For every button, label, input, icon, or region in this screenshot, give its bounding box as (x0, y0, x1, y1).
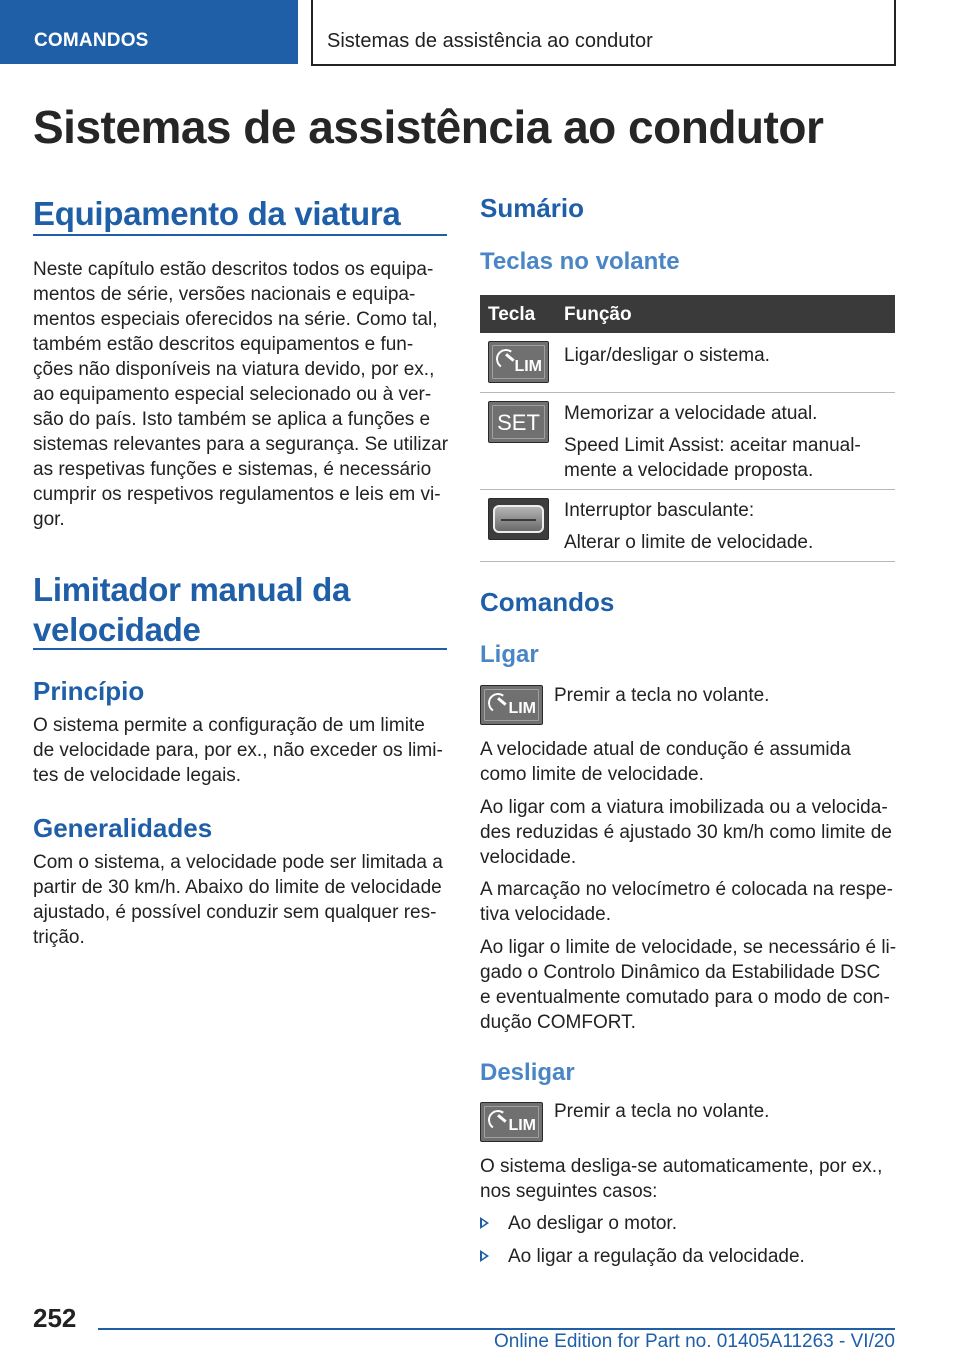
principle-paragraph (33, 713, 453, 788)
limiter-heading-line: Limitador manual da (33, 571, 351, 608)
lim-label: LIM (508, 700, 536, 717)
function-cell (564, 401, 861, 483)
text-line: como limite de velocidade. (480, 764, 704, 785)
text-line: sistemas relevantes para a segurança. Se utilizar (33, 434, 449, 455)
text-line: trição. (33, 927, 85, 948)
text-line: A velocidade atual de condução é assumida (480, 739, 851, 760)
page-number: 252 (33, 1303, 77, 1333)
limiter-heading (33, 570, 350, 650)
list-item (480, 1211, 900, 1236)
text-line: gado o Controlo Dinâmico da Estabilidade DSC (480, 962, 881, 983)
bullet-triangle-icon (480, 1250, 489, 1262)
lim-button-icon (480, 1102, 543, 1142)
off-key-instruction: Premir a tecla no volante. (554, 1101, 770, 1122)
text-line: de velocidade para, por ex., não exceder os limi- (33, 740, 443, 761)
chapter-tab (0, 0, 298, 64)
text-line: são do país. Isto também se aplica a funções e (33, 409, 431, 430)
on-heading: Ligar (480, 641, 539, 668)
bullet-triangle-icon (480, 1217, 489, 1229)
keys-table (480, 295, 895, 562)
on-key-instruction: Premir a tecla no volante. (554, 685, 770, 706)
function-cell (564, 343, 770, 368)
summary-heading: Sumário (480, 193, 585, 223)
text-line: partir de 30 km/h. Abaixo do limite de velocidade (33, 877, 442, 898)
table-row (480, 333, 895, 393)
text-line: nos seguintes casos: (480, 1181, 658, 1202)
heading-rule (33, 648, 447, 650)
rocker-switch-icon (488, 498, 549, 540)
heading-rule (33, 234, 447, 236)
text-line: Ligar/desligar o sistema. (564, 345, 770, 366)
text-line: velocidade. (480, 847, 577, 868)
limiter-heading-line: velocidade (33, 611, 201, 648)
text-line: ao equipamento especial selecionado ou à ver- (33, 384, 432, 405)
text-line: tiva velocidade. (480, 904, 611, 925)
text-line: O sistema desliga-se automaticamente, por ex., (480, 1156, 883, 1177)
text-line: mentos especiais oferecidos na série. Como tal, (33, 309, 438, 330)
text-line: Memorizar a velocidade atual. (564, 403, 818, 424)
equipment-heading: Equipamento da viatura (33, 195, 401, 232)
set-button-icon (488, 401, 549, 443)
footer-rule (98, 1328, 895, 1330)
on-paragraph-2 (480, 795, 900, 870)
column-header-key: Tecla (488, 304, 536, 325)
text-line: mentos de série, versões nacionais e equipa- (33, 284, 416, 305)
off-heading: Desligar (480, 1059, 575, 1086)
text-line: Interruptor basculante: (564, 500, 755, 521)
chapter-tab-label: COMANDOS (34, 30, 149, 51)
table-row (480, 490, 895, 562)
page-title: Sistemas de assistência ao condutor (33, 101, 824, 153)
set-label: SET (497, 410, 540, 435)
text-line: Ao ligar o limite de velocidade, se necessário é li- (480, 937, 897, 958)
section-title: Sistemas de assistência ao condutor (327, 30, 653, 52)
lim-button-icon (488, 341, 549, 383)
list-item (480, 1244, 900, 1269)
text-line: des reduzidas é ajustado 30 km/h como limite de (480, 822, 892, 843)
column-header-function: Função (564, 304, 632, 325)
general-heading: Generalidades (33, 813, 213, 843)
text-line: Speed Limit Assist: aceitar manual- (564, 435, 861, 456)
footer-edition: Online Edition for Part no. 01405A11263 - VI/20 (493, 1331, 895, 1352)
text-line: O sistema permite a configuração de um limite (33, 715, 425, 736)
general-paragraph (33, 850, 453, 950)
text-line: Com o sistema, a velocidade pode ser limitada a (33, 852, 443, 873)
list-item-text: Ao desligar o motor. (508, 1213, 677, 1234)
text-line: Alterar o limite de velocidade. (564, 532, 814, 553)
text-line: cumprir os respetivos regulamentos e leis em vi- (33, 484, 441, 505)
text-line: Neste capítulo estão descritos todos os equipa- (33, 259, 434, 280)
on-paragraph-4 (480, 935, 900, 1035)
text-line: mente a velocidade proposta. (564, 460, 814, 481)
table-header (480, 295, 895, 333)
lim-button-icon (480, 685, 543, 725)
section-title-box (311, 0, 896, 66)
lim-label: LIM (508, 1117, 536, 1134)
off-paragraph (480, 1154, 900, 1204)
text-line: dução COMFORT. (480, 1012, 636, 1033)
text-line: A marcação no velocímetro é colocada na respe- (480, 879, 893, 900)
function-cell (564, 498, 813, 555)
on-paragraph-3 (480, 877, 900, 927)
lim-label: LIM (514, 358, 542, 375)
text-line: também estão descritos equipamentos e fun- (33, 334, 414, 355)
text-line: as respetivas funções e sistemas, é necessário (33, 459, 432, 480)
text-line: Ao ligar com a viatura imobilizada ou a velocida- (480, 797, 888, 818)
text-line: ajustado, é possível conduzir sem qualquer res- (33, 902, 437, 923)
text-line: e eventualmente comutado para o modo de con- (480, 987, 890, 1008)
text-line: ções não disponíveis na viatura devido, por ex., (33, 359, 435, 380)
text-line: gor. (33, 509, 65, 530)
text-line: tes de velocidade legais. (33, 765, 242, 786)
on-paragraph-1 (480, 737, 900, 787)
wheel-keys-heading: Teclas no volante (480, 248, 680, 275)
list-item-text: Ao ligar a regulação da velocidade. (508, 1246, 805, 1267)
principle-heading: Princípio (33, 676, 145, 706)
equipment-paragraph (33, 257, 453, 532)
table-row (480, 393, 895, 490)
controls-heading: Comandos (480, 587, 615, 617)
